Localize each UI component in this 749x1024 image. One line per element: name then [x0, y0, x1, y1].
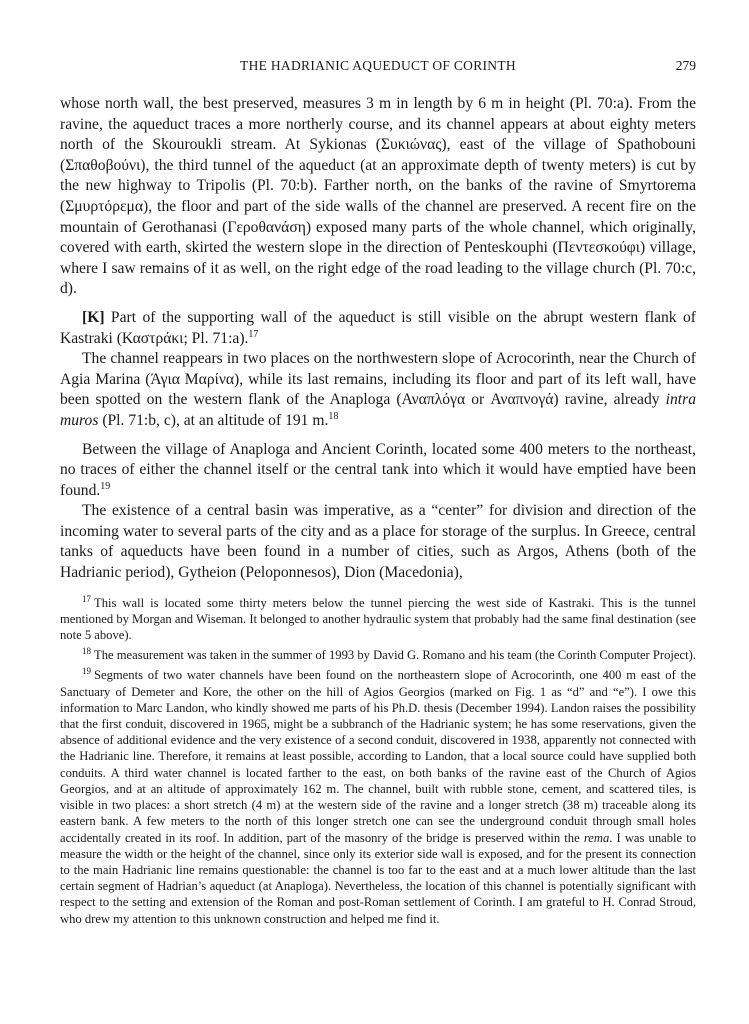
page-number: 279: [675, 58, 696, 73]
footnote-19-text-b: . I was unable to measure the width or the height of the channel, since only its exterior side wall is exposed, and for the present its connection to the main Hadrianic line remains questionable: the channel is too far to the east and at a much lower altitude than the last certain segment of Hadrian’s aqueduct (at Anaploga). Nevertheless, the location of this channel is potentially significant with respect to the setting and extension of the Roman and post-Roman settlement of Corinth. I am grateful to H. Conrad Stroud, who drew my attention to this unknown construction and helped me find it.: [60, 830, 697, 926]
paragraph-1: whose north wall, the best preserved, measures 3 m in length by 6 m in height (Pl. 70:a). From the ravine, the aqueduct traces a more northerly course, and its channel appears at about eighty meters north of the Skouroukli stream. At Sykionas (Συκιώνας), east of the village of Spathobouni (Σπαθοβούνι), the third tunnel of the aqueduct (at an approximate depth of twenty meters) is cut by the new highway to Tripolis (Pl. 70:b). Farther north, on the banks of the ravine of Smyrtorema (Σμυρτόρεμα), the floor and part of the side walls of the channel are preserved. A recent fire on the mountain of Gerothanasi (Γεροθανάση) exposed many parts of the whole channel, which originally, covered with earth, skirted the western slope in the direction of Penteskouphi (Πεντεσκούφι) village, where I saw remains of it as well, on the right edge of the road leading to the village church (Pl. 70:c, d).: [60, 95, 696, 298]
paragraph-3-italic: intra muros: [60, 391, 696, 429]
footnote-17: [60, 595, 696, 644]
footnote-18-number: 18: [82, 646, 91, 657]
running-title: THE HADRIANIC AQUEDUCT OF CORINTH: [240, 58, 516, 73]
page: [60, 58, 696, 931]
footnote-17-number: 17: [82, 593, 91, 604]
footnotes: [60, 595, 696, 927]
note-ref-18: 18: [328, 410, 339, 422]
note-ref-19: 19: [100, 480, 111, 492]
paragraph-2-text: Part of the supporting wall of the aqueduct is still visible on the abrupt western flank of Kastraki (Καστράκι; Pl. 71:a).: [60, 308, 696, 347]
paragraph-4: [60, 440, 696, 502]
footnote-19: [60, 667, 696, 926]
section-marker: [K]: [82, 308, 105, 326]
footnote-17-text: This wall is located some thirty meters below the tunnel piercing the west side of Kastraki. This is the tunnel mentioned by Morgan and Wiseman. It belonged to another hydraulic system that probably had the same final destination (see note 5 above).: [60, 595, 696, 643]
paragraph-3-text-b: (Pl. 71:b, c), at an altitude of 191 m.: [98, 411, 329, 429]
note-ref-17: 17: [248, 328, 259, 340]
footnote-19-number: 19: [82, 666, 91, 677]
paragraph-4-text: Between the village of Anaploga and Ancient Corinth, located some 400 meters to the northeast, no traces of either the channel itself or the central tank into which it would have emptied have been found.: [60, 440, 696, 499]
paragraph-2: [60, 308, 696, 349]
paragraph-3: [60, 349, 696, 431]
footnote-19-italic: rema: [583, 830, 610, 845]
running-header: [60, 58, 696, 80]
paragraph-5: The existence of a central basin was imperative, as a “center” for division and direction of the incoming water to several parts of the city and as a place for storage of the surplus. In Greece, central tanks of aqueducts have been found in a number of cities, such as Argos, Athens (both of the Hadrianic period), Gytheion (Peloponnesos), Dion (Macedonia),: [60, 502, 696, 582]
footnote-18-text: The measurement was taken in the summer of 1993 by David G. Romano and his team (the Corinth Computer Project).: [94, 648, 696, 663]
paragraph-3-text-a: The channel reappears in two places on the northwestern slope of Acrocorinth, near the Church of Agia Marina (Άγια Μαρίνα), while its last remains, including its floor and part of its left wall, have been spotted on the western flank of the Anaploga (Αναπλόγα or Αναπνογά) ravine, already: [60, 350, 696, 409]
main-text: [60, 94, 696, 584]
footnote-18: [60, 647, 696, 663]
footnote-19-text-a: Segments of two water channels have been found on the northeastern slope of Acrocorinth, one 400 m east of the Sanctuary of Demeter and Kore, the other on the hill of Agios Georgios (marked on Fig. 1 as “d” and “e”). I owe this information to Marc Landon, who kindly showed me parts of his Ph.D. thesis (December 1994). Landon raises the possibility that the first conduit, discovered in 1965, might be a subbranch of the Hadrianic system; he has some reservations, given the absence of additional evidence and the very existence of a second conduit, discovered in 1938, apparently not connected with the Hadrianic line. Therefore, it remains at least possible, according to Landon, that a local source could have supplied both conduits. A third water channel is located farther to the east, on both banks of the ravine east of the Church of Agios Georgios, and at an altitude of approximately 162 m. The channel, built with rubble stone, cement, and scattered tiles, is visible in two places: a short stretch (4 m) at the western side of the ravine and a longer stretch (38 m) traceable along its eastern bank. A few meters to the north of this longer stretch one can see the underground conduit through small holes accidentally created in its roof. In addition, part of the masonry of the bridge is preserved within the: [60, 668, 696, 845]
